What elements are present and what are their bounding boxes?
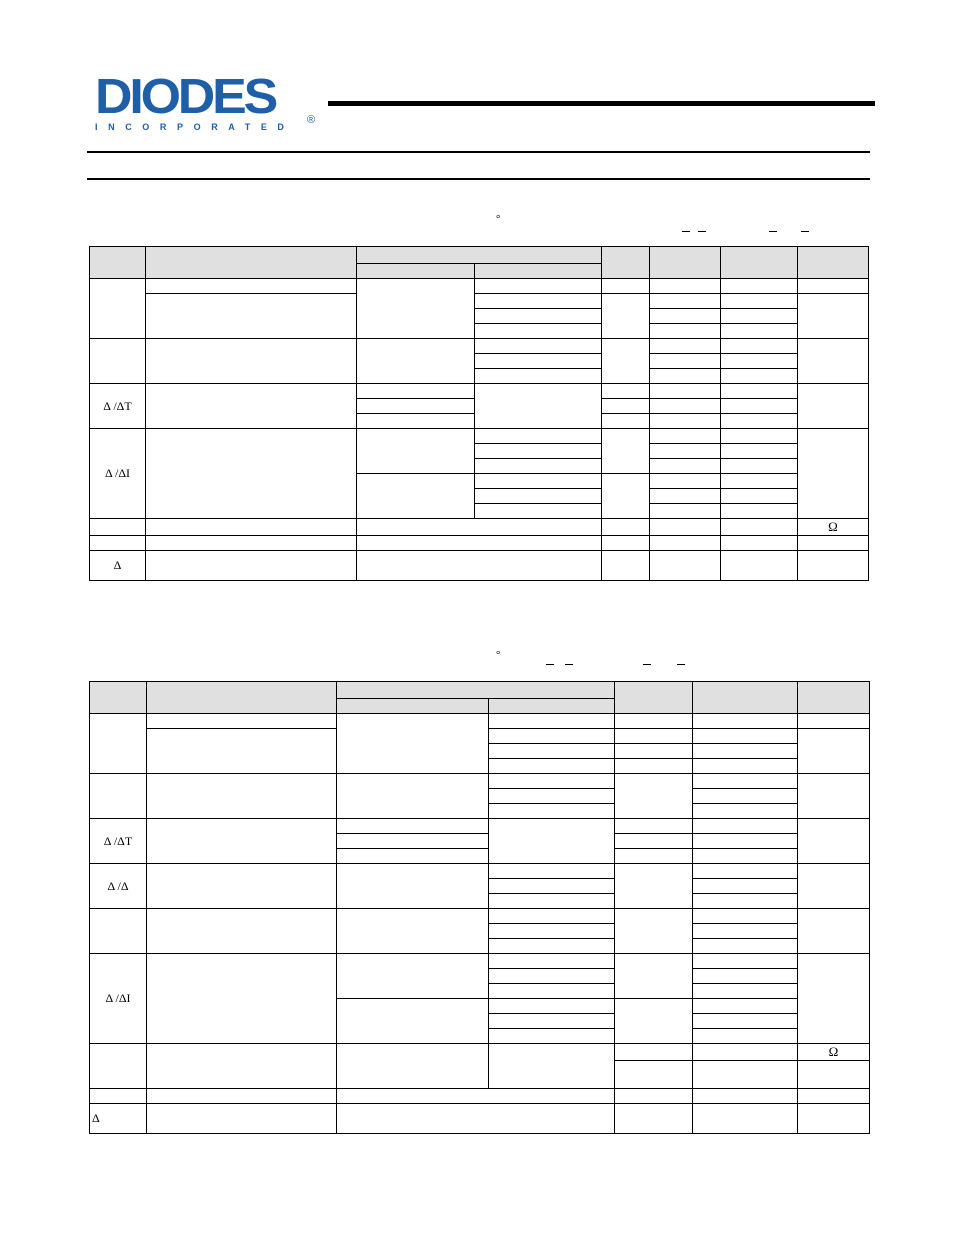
table-cell (721, 504, 798, 519)
table-cell (693, 984, 798, 999)
table1-ge-mark-4 (801, 231, 809, 240)
table-cell (798, 909, 870, 954)
table-cell (475, 384, 602, 429)
table-cell (475, 294, 602, 309)
table-cell (337, 1104, 615, 1134)
table-cell (721, 551, 798, 581)
table-cell (693, 774, 798, 789)
table-cell (798, 536, 869, 551)
table-cell (721, 414, 798, 429)
table-cell (146, 339, 357, 384)
table-cell (357, 519, 602, 536)
table-row (90, 819, 870, 834)
table-cell (489, 759, 615, 774)
table-cell (650, 294, 721, 309)
table-cell (357, 399, 475, 414)
table-cell (147, 1089, 337, 1104)
table-cell (337, 954, 489, 999)
table-cell (721, 294, 798, 309)
table-cell (798, 819, 870, 864)
table-cell (357, 536, 602, 551)
table-cell (90, 519, 146, 536)
table-cell (650, 414, 721, 429)
table-cell (615, 954, 693, 999)
table-cell (693, 834, 798, 849)
table-cell (650, 324, 721, 339)
table-row (90, 1089, 870, 1104)
table-cell (798, 294, 869, 339)
table-cell (615, 1061, 693, 1089)
table-cell (798, 551, 869, 581)
table-cell (693, 1089, 798, 1104)
header-cell (357, 263, 475, 278)
table-cell (337, 999, 489, 1044)
table-cell (650, 429, 721, 444)
table-cell (147, 1104, 337, 1134)
header-cell (475, 263, 602, 278)
table-cell (602, 384, 650, 399)
table-cell (337, 849, 489, 864)
table-cell (602, 519, 650, 536)
table-cell (693, 1104, 798, 1134)
table-row (90, 536, 869, 551)
table-cell (475, 354, 602, 369)
table-cell (798, 279, 869, 294)
electrical-characteristics-table-1 (89, 246, 869, 581)
table-cell (602, 429, 650, 474)
table-cell (475, 459, 602, 474)
title-rule-top (87, 151, 870, 153)
table-cell (489, 864, 615, 879)
table-cell (602, 474, 650, 519)
header-cell (615, 682, 693, 714)
table-cell (721, 369, 798, 384)
table-cell (693, 894, 798, 909)
symbol-ratio: Δ /Δ (90, 864, 147, 909)
header-cell (146, 247, 357, 279)
table-cell (721, 536, 798, 551)
table-cell (90, 1044, 147, 1089)
table-cell (475, 309, 602, 324)
table-cell (615, 819, 693, 834)
table-cell (602, 294, 650, 339)
table-cell (693, 729, 798, 744)
table-cell (90, 774, 147, 819)
table-cell (693, 849, 798, 864)
table-cell (693, 819, 798, 834)
table-cell (693, 1029, 798, 1044)
registered-mark: ® (307, 114, 316, 126)
table-cell (650, 384, 721, 399)
table-cell (337, 1044, 489, 1089)
table-cell (489, 939, 615, 954)
table-row (90, 551, 869, 581)
header-cell (147, 682, 337, 714)
table-cell (615, 834, 693, 849)
symbol-temp-coefficient: Δ /ΔT (90, 384, 146, 429)
table-cell (615, 849, 693, 864)
table-cell (650, 474, 721, 489)
table-row (90, 864, 870, 879)
table-row (90, 714, 870, 729)
table-cell (90, 714, 147, 774)
table-cell (489, 879, 615, 894)
table-cell (615, 714, 693, 729)
table-cell (489, 969, 615, 984)
table-cell (650, 519, 721, 536)
unit-ohm: Ω (798, 1044, 870, 1061)
table-cell (602, 399, 650, 414)
table2-ge-mark-2 (565, 664, 573, 673)
table-cell (602, 536, 650, 551)
table-row (90, 429, 869, 444)
table-cell (337, 909, 489, 954)
table-cell (146, 429, 357, 519)
table-cell (650, 536, 721, 551)
table-cell (798, 339, 869, 384)
table-cell (357, 339, 475, 384)
table-cell (147, 909, 337, 954)
table-cell (337, 714, 489, 774)
table-cell (475, 369, 602, 384)
table2-ge-mark-1 (546, 664, 554, 673)
table-cell (146, 551, 357, 581)
table-cell (475, 474, 602, 489)
table-cell (615, 1044, 693, 1061)
symbol-current-coefficient: Δ /ΔI (90, 954, 147, 1044)
header-cell (337, 682, 615, 699)
header-cell (90, 682, 147, 714)
table-cell (147, 864, 337, 909)
table-cell (489, 1014, 615, 1029)
table-cell (693, 909, 798, 924)
table-cell (475, 324, 602, 339)
table-row (90, 519, 869, 536)
table-cell (489, 999, 615, 1014)
table-cell (650, 369, 721, 384)
table-cell (615, 759, 693, 774)
table-row (90, 279, 869, 294)
header-bar (328, 101, 875, 106)
header-cell (337, 698, 489, 713)
table-cell (602, 279, 650, 294)
table2-ge-mark-3 (643, 664, 651, 673)
table-cell (693, 759, 798, 774)
table-row (90, 1044, 870, 1061)
header-cell (357, 247, 602, 264)
table-cell (489, 729, 615, 744)
table-cell (721, 429, 798, 444)
table-cell (693, 1061, 798, 1089)
table-cell (721, 279, 798, 294)
table-cell (693, 744, 798, 759)
table-cell (602, 339, 650, 384)
table-cell (489, 954, 615, 969)
table-cell (475, 429, 602, 444)
table-cell (721, 459, 798, 474)
table-cell (146, 294, 357, 339)
table-row (90, 954, 870, 969)
table-row (90, 294, 869, 309)
table-cell (693, 789, 798, 804)
table-cell (489, 1029, 615, 1044)
table-cell (798, 714, 870, 729)
symbol-delta: Δ (90, 1104, 147, 1134)
table-cell (721, 354, 798, 369)
table-cell (615, 1089, 693, 1104)
table-cell (489, 714, 615, 729)
table-cell (615, 774, 693, 819)
table-cell (489, 819, 615, 864)
table-cell (721, 474, 798, 489)
table-cell (721, 384, 798, 399)
table-cell (693, 1044, 798, 1061)
table-cell (146, 536, 357, 551)
table-cell (146, 279, 357, 294)
table-cell (650, 459, 721, 474)
table-cell (798, 384, 869, 429)
table1-ge-mark-1 (682, 231, 690, 240)
table-cell (357, 384, 475, 399)
table-row (90, 682, 870, 699)
table-cell (489, 924, 615, 939)
header-cell (693, 682, 798, 714)
table1-ge-mark-2 (698, 231, 706, 240)
table-cell (337, 819, 489, 834)
table-cell (615, 744, 693, 759)
table-cell (489, 1044, 615, 1089)
table1-degree-mark: ° (496, 213, 501, 225)
table-cell (357, 279, 475, 339)
table-cell (615, 909, 693, 954)
table-cell (693, 924, 798, 939)
symbol-current-coefficient: Δ /ΔI (90, 429, 146, 519)
table-cell (489, 774, 615, 789)
table-cell (693, 804, 798, 819)
table-cell (357, 474, 475, 519)
symbol-temp-coefficient: Δ /ΔT (90, 819, 147, 864)
table-cell (90, 536, 146, 551)
table-cell (489, 909, 615, 924)
table-cell (146, 384, 357, 429)
table-cell (615, 864, 693, 909)
title-rule-bottom (87, 178, 870, 180)
table-cell (337, 774, 489, 819)
table-cell (489, 804, 615, 819)
table-cell (489, 789, 615, 804)
table-cell (90, 909, 147, 954)
table-cell (650, 551, 721, 581)
table-cell (693, 939, 798, 954)
table-cell (693, 714, 798, 729)
table-cell (798, 774, 870, 819)
table-cell (146, 519, 357, 536)
table-cell (475, 444, 602, 459)
table-cell (615, 999, 693, 1044)
table-cell (337, 834, 489, 849)
table-cell (475, 489, 602, 504)
table2-ge-mark-4 (677, 664, 685, 673)
table-cell (650, 489, 721, 504)
table-cell (693, 879, 798, 894)
table-row (90, 909, 870, 924)
table-cell (337, 1089, 615, 1104)
table-cell (489, 744, 615, 759)
table-cell (90, 339, 146, 384)
table-cell (615, 1104, 693, 1134)
table-cell (721, 309, 798, 324)
table-cell (798, 1089, 870, 1104)
header-cell (90, 247, 146, 279)
table-cell (798, 954, 870, 1044)
table-cell (721, 324, 798, 339)
table-cell (721, 399, 798, 414)
table-row (90, 339, 869, 354)
table2-degree-mark: ° (496, 649, 501, 661)
table-cell (721, 339, 798, 354)
table-cell (489, 984, 615, 999)
table-cell (357, 414, 475, 429)
table-cell (798, 429, 869, 519)
table-cell (650, 339, 721, 354)
logo-tagline: INCORPORATED (95, 122, 295, 132)
header-cell (602, 247, 650, 279)
symbol-delta: Δ (90, 551, 146, 581)
header-cell (798, 682, 870, 714)
table-cell (357, 429, 475, 474)
table-cell (475, 279, 602, 294)
table-row (90, 774, 870, 789)
header-cell (650, 247, 721, 279)
table-row (90, 1104, 870, 1134)
table-cell (650, 309, 721, 324)
unit-ohm: Ω (798, 519, 869, 536)
table-cell (615, 729, 693, 744)
table-cell (693, 999, 798, 1014)
company-logo (95, 70, 320, 132)
table-cell (147, 1044, 337, 1089)
header-cell (721, 247, 798, 279)
table-cell (147, 774, 337, 819)
table-cell (721, 519, 798, 536)
table-cell (650, 354, 721, 369)
header-cell (798, 247, 869, 279)
table-cell (489, 894, 615, 909)
table-cell (475, 504, 602, 519)
table-cell (147, 729, 337, 774)
table-cell (650, 399, 721, 414)
table-cell (693, 969, 798, 984)
table-cell (693, 1014, 798, 1029)
electrical-characteristics-table-2 (89, 681, 870, 1134)
table-row (90, 384, 869, 399)
table-cell (147, 819, 337, 864)
table-cell (798, 1061, 870, 1089)
table-cell (721, 444, 798, 459)
header-cell (489, 698, 615, 713)
table-cell (90, 279, 146, 339)
table-cell (602, 551, 650, 581)
table-cell (798, 729, 870, 774)
table-cell (650, 279, 721, 294)
table-cell (650, 444, 721, 459)
table-cell (147, 714, 337, 729)
table-cell (693, 864, 798, 879)
table-row (90, 247, 869, 264)
table1-ge-mark-3 (769, 231, 777, 240)
table-cell (721, 489, 798, 504)
table-cell (357, 551, 602, 581)
table-cell (798, 1104, 870, 1134)
table-cell (337, 864, 489, 909)
table-cell (475, 339, 602, 354)
table-cell (798, 864, 870, 909)
table-cell (693, 954, 798, 969)
logo-wordmark: DIODES (95, 70, 276, 124)
table-cell (650, 504, 721, 519)
table-cell (602, 414, 650, 429)
table-cell (147, 954, 337, 1044)
table-cell (90, 1089, 147, 1104)
